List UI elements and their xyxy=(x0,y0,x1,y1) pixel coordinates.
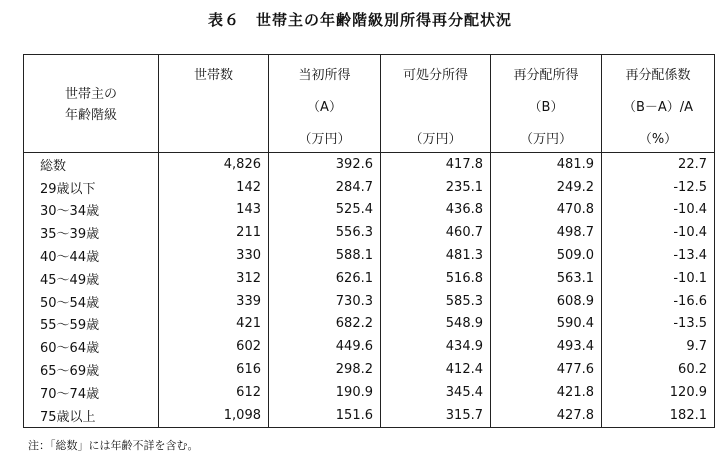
header-redistribution-coefficient xyxy=(602,55,715,153)
coefficient-cell: -12.5 xyxy=(602,176,715,199)
header-redistribution-coefficient-label: 再分配係数 xyxy=(625,68,691,83)
age-group-cell: 45～49歳 xyxy=(24,267,159,290)
disposable-income-cell: 585.3 xyxy=(381,290,491,313)
table-row xyxy=(24,358,715,381)
age-group-cell: 35～39歳 xyxy=(24,221,159,244)
disposable-income-cell: 481.3 xyxy=(381,244,491,267)
age-group-cell: 65～69歳 xyxy=(24,358,159,381)
coefficient-cell: -10.4 xyxy=(602,221,715,244)
disposable-income-cell: 460.7 xyxy=(381,221,491,244)
header-disposable-income xyxy=(381,55,491,153)
footnote: 注：「総数」には年齢不詳を含む。 xyxy=(28,439,199,452)
header-redistributed-income-unit: （万円） xyxy=(519,132,572,147)
table-row xyxy=(24,335,715,358)
income-redistribution-table xyxy=(23,54,715,428)
table-row xyxy=(24,176,715,199)
table-row xyxy=(24,199,715,222)
header-initial-income-symbol: （A） xyxy=(307,100,342,115)
table-title-text: 世帯主の年齢階級別所得再分配状況 xyxy=(256,11,513,29)
coefficient-cell: 120.9 xyxy=(602,381,715,404)
coefficient-cell: -13.5 xyxy=(602,313,715,336)
coefficient-cell: 182.1 xyxy=(602,404,715,427)
disposable-income-cell: 548.9 xyxy=(381,313,491,336)
redistributed-income-cell: 477.6 xyxy=(491,358,602,381)
initial-income-cell: 284.7 xyxy=(269,176,381,199)
header-age-group xyxy=(24,55,159,153)
disposable-income-cell: 235.1 xyxy=(381,176,491,199)
table-row xyxy=(24,244,715,267)
age-group-cell: 60～64歳 xyxy=(24,335,159,358)
age-group-cell: 55～59歳 xyxy=(24,313,159,336)
header-redistributed-income xyxy=(491,55,602,153)
table-row xyxy=(24,404,715,427)
redistributed-income-cell: 509.0 xyxy=(491,244,602,267)
header-redistribution-coefficient-formula: （B－A）/A xyxy=(622,100,694,115)
redistributed-income-cell: 481.9 xyxy=(491,153,602,176)
table-row xyxy=(24,267,715,290)
initial-income-cell: 298.2 xyxy=(269,358,381,381)
coefficient-cell: -10.4 xyxy=(602,199,715,222)
coefficient-cell: 60.2 xyxy=(602,358,715,381)
disposable-income-cell: 412.4 xyxy=(381,358,491,381)
redistributed-income-cell: 590.4 xyxy=(491,313,602,336)
header-households-label: 世帯数 xyxy=(193,68,233,83)
age-group-cell: 29歳以下 xyxy=(24,176,159,199)
households-cell: 142 xyxy=(159,176,269,199)
redistributed-income-cell: 427.8 xyxy=(491,404,602,427)
households-cell: 421 xyxy=(159,313,269,336)
header-households xyxy=(159,55,269,153)
coefficient-cell: -16.6 xyxy=(602,290,715,313)
table-row xyxy=(24,290,715,313)
disposable-income-cell: 315.7 xyxy=(381,404,491,427)
households-cell: 4,826 xyxy=(159,153,269,176)
households-cell: 339 xyxy=(159,290,269,313)
households-cell: 330 xyxy=(159,244,269,267)
header-redistributed-income-label: 再分配所得 xyxy=(513,68,579,83)
header-age-group-line1: 世帯主の xyxy=(64,87,117,102)
header-age-group-line2: 年齢階級 xyxy=(64,108,117,123)
age-group-cell: 75歳以上 xyxy=(24,404,159,427)
disposable-income-cell: 516.8 xyxy=(381,267,491,290)
header-initial-income-unit: （万円） xyxy=(298,132,351,147)
initial-income-cell: 556.3 xyxy=(269,221,381,244)
header-row xyxy=(24,55,715,153)
header-initial-income-label: 当初所得 xyxy=(298,68,351,83)
coefficient-cell: 22.7 xyxy=(602,153,715,176)
disposable-income-cell: 436.8 xyxy=(381,199,491,222)
redistributed-income-cell: 608.9 xyxy=(491,290,602,313)
header-disposable-income-unit: （万円） xyxy=(409,132,462,147)
redistributed-income-cell: 249.2 xyxy=(491,176,602,199)
initial-income-cell: 392.6 xyxy=(269,153,381,176)
households-cell: 616 xyxy=(159,358,269,381)
age-group-cell: 総数 xyxy=(24,153,159,176)
redistributed-income-cell: 421.8 xyxy=(491,381,602,404)
disposable-income-cell: 417.8 xyxy=(381,153,491,176)
age-group-cell: 50～54歳 xyxy=(24,290,159,313)
households-cell: 602 xyxy=(159,335,269,358)
initial-income-cell: 449.6 xyxy=(269,335,381,358)
redistributed-income-cell: 563.1 xyxy=(491,267,602,290)
coefficient-cell: -13.4 xyxy=(602,244,715,267)
age-group-cell: 70～74歳 xyxy=(24,381,159,404)
redistributed-income-cell: 470.8 xyxy=(491,199,602,222)
initial-income-cell: 588.1 xyxy=(269,244,381,267)
coefficient-cell: 9.7 xyxy=(602,335,715,358)
coefficient-cell: -10.1 xyxy=(602,267,715,290)
header-disposable-income-label: 可処分所得 xyxy=(402,68,468,83)
households-cell: 1,098 xyxy=(159,404,269,427)
table-row xyxy=(24,381,715,404)
initial-income-cell: 730.3 xyxy=(269,290,381,313)
header-initial-income xyxy=(269,55,381,153)
table-row xyxy=(24,153,715,176)
initial-income-cell: 151.6 xyxy=(269,404,381,427)
table-row xyxy=(24,313,715,336)
disposable-income-cell: 434.9 xyxy=(381,335,491,358)
age-group-cell: 30～34歳 xyxy=(24,199,159,222)
table-title xyxy=(0,9,720,30)
header-redistribution-coefficient-unit: （%） xyxy=(638,132,678,147)
age-group-cell: 40～44歳 xyxy=(24,244,159,267)
households-cell: 143 xyxy=(159,199,269,222)
households-cell: 612 xyxy=(159,381,269,404)
households-cell: 211 xyxy=(159,221,269,244)
disposable-income-cell: 345.4 xyxy=(381,381,491,404)
initial-income-cell: 682.2 xyxy=(269,313,381,336)
redistributed-income-cell: 493.4 xyxy=(491,335,602,358)
initial-income-cell: 525.4 xyxy=(269,199,381,222)
table-row xyxy=(24,221,715,244)
table-number: 表６ xyxy=(207,11,240,29)
header-redistributed-income-symbol: （B） xyxy=(528,100,564,115)
redistributed-income-cell: 498.7 xyxy=(491,221,602,244)
initial-income-cell: 190.9 xyxy=(269,381,381,404)
initial-income-cell: 626.1 xyxy=(269,267,381,290)
households-cell: 312 xyxy=(159,267,269,290)
